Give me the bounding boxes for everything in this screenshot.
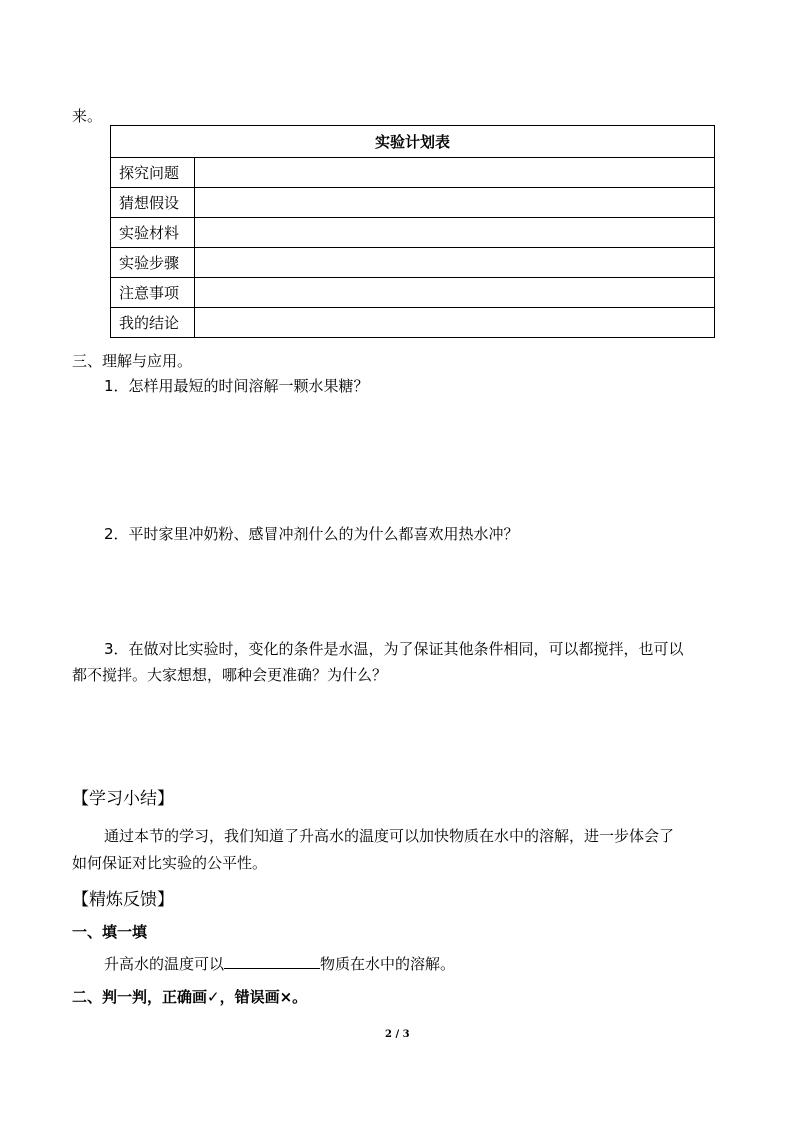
fill-text-before: 升高水的温度可以 bbox=[104, 955, 225, 973]
section3-heading: 三、理解与应用。 bbox=[72, 352, 193, 370]
fill-blank[interactable] bbox=[224, 954, 320, 969]
plan-table-title-row bbox=[111, 126, 715, 158]
row-cell-conclusion[interactable] bbox=[195, 308, 715, 338]
table-row bbox=[111, 278, 715, 308]
table-row bbox=[111, 308, 715, 338]
judge-heading: 二、判一判，正确画✓，错误画×。 bbox=[72, 988, 308, 1006]
row-label-steps: 实验步骤 bbox=[111, 248, 195, 278]
row-cell-cautions[interactable] bbox=[195, 278, 715, 308]
row-cell-materials[interactable] bbox=[195, 218, 715, 248]
row-label-cautions: 注意事项 bbox=[111, 278, 195, 308]
row-cell-hypothesis[interactable] bbox=[195, 188, 715, 218]
fill-text-after: 物质在水中的溶解。 bbox=[320, 955, 456, 973]
summary-line1: 通过本节的学习，我们知道了升高水的温度可以加快物质在水中的溶解，进一步体会了 bbox=[104, 827, 675, 845]
row-label-hypothesis: 猜想假设 bbox=[111, 188, 195, 218]
row-label-materials: 实验材料 bbox=[111, 218, 195, 248]
row-cell-question[interactable] bbox=[195, 158, 715, 188]
row-cell-steps[interactable] bbox=[195, 248, 715, 278]
row-label-question: 探究问题 bbox=[111, 158, 195, 188]
question-1: 1．怎样用最短的时间溶解一颗水果糖？ bbox=[104, 377, 369, 395]
summary-heading: 【学习小结】 bbox=[72, 789, 174, 809]
summary-line2: 如何保证对比实验的公平性。 bbox=[72, 854, 268, 872]
question-3-line1: 3．在做对比实验时，变化的条件是水温，为了保证其他条件相同，可以都搅拌，也可以 bbox=[104, 640, 684, 658]
feedback-heading: 【精炼反馈】 bbox=[72, 890, 174, 910]
question-3-line2: 都不搅拌。大家想想，哪种会更准确？为什么？ bbox=[72, 666, 388, 684]
plan-table-title: 实验计划表 bbox=[111, 126, 715, 158]
question-2: 2．平时家里冲奶粉、感冒冲剂什么的为什么都喜欢用热水冲？ bbox=[104, 525, 519, 543]
table-row bbox=[111, 158, 715, 188]
fill-heading: 一、填一填 bbox=[72, 923, 148, 941]
row-label-conclusion: 我的结论 bbox=[111, 308, 195, 338]
page-number: 2 / 3 bbox=[385, 1029, 410, 1040]
intro-tail-text: 来。 bbox=[72, 107, 103, 125]
table-row bbox=[111, 188, 715, 218]
experiment-plan-table bbox=[110, 125, 715, 338]
fill-question bbox=[104, 953, 455, 974]
table-row bbox=[111, 248, 715, 278]
table-row bbox=[111, 218, 715, 248]
